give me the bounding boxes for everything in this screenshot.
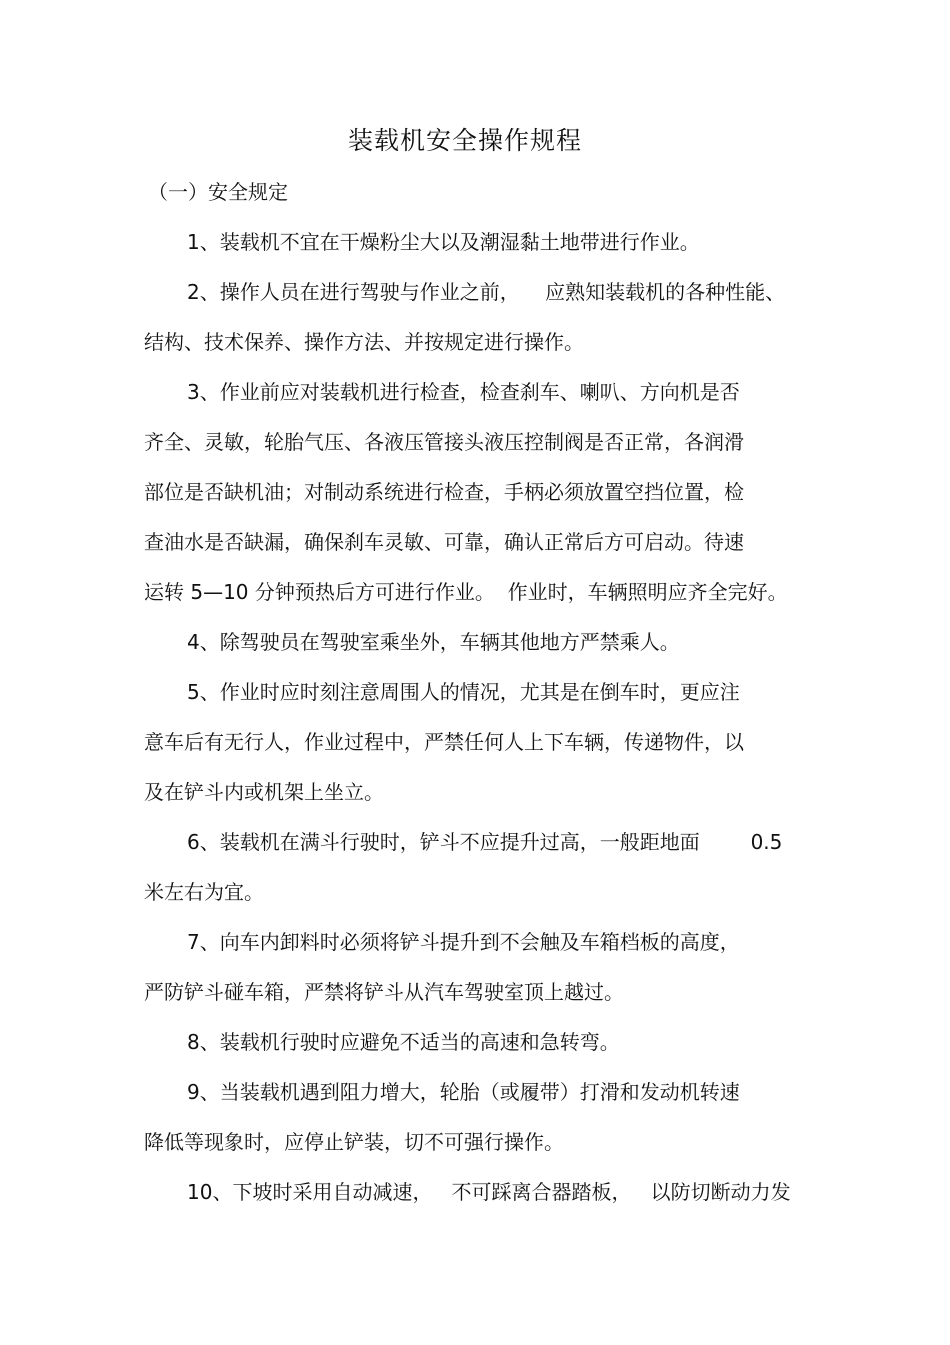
text-line: 7、向车内卸料时必须将铲斗提升到不会触及车箱档板的高度， xyxy=(187,930,740,954)
text-line: 2、操作人员在进行驾驶与作业之前， 应熟知装载机的各种性能、 xyxy=(187,280,786,304)
section-heading: （一）安全规定 xyxy=(148,180,288,204)
text-line: 降低等现象时，应停止铲装，切不可强行操作。 xyxy=(144,1130,564,1154)
text-line: 及在铲斗内或机架上坐立。 xyxy=(144,780,384,804)
text-line: 齐全、灵敏，轮胎气压、各液压管接头液压控制阀是否正常，各润滑 xyxy=(144,430,744,454)
text-line: 5、作业时应时刻注意周围人的情况，尤其是在倒车时，更应注 xyxy=(187,680,740,704)
text-line: 米左右为宜。 xyxy=(144,880,264,904)
text-line: 意车后有无行人，作业过程中，严禁任何人上下车辆，传递物件，以 xyxy=(144,730,744,754)
text-line: 严防铲斗碰车箱，严禁将铲斗从汽车驾驶室顶上越过。 xyxy=(144,980,624,1004)
text-line: 部位是否缺机油；对制动系统进行检查，手柄必须放置空挡位置，检 xyxy=(144,480,744,504)
text-line: 查油水是否缺漏，确保刹车灵敏、可靠，确认正常后方可启动。待速 xyxy=(144,530,744,554)
text-line: 8、装载机行驶时应避免不适当的高速和急转弯。 xyxy=(187,1030,620,1054)
text-line: 4、除驾驶员在驾驶室乘坐外，车辆其他地方严禁乘人。 xyxy=(187,630,680,654)
text-line: 1、装载机不宜在干燥粉尘大以及潮湿黏土地带进行作业。 xyxy=(187,230,700,254)
text-line: 运转 5—10 分钟预热后方可进行作业。 作业时，车辆照明应齐全完好。 xyxy=(144,580,788,604)
text-line: 3、作业前应对装载机进行检查，检查刹车、喇叭、方向机是否 xyxy=(187,380,740,404)
document-title: 装载机安全操作规程 xyxy=(347,126,582,155)
text-line: 10、下坡时采用自动减速， 不可踩离合器踏板， 以防切断动力发 xyxy=(187,1180,791,1204)
text-line: 结构、技术保养、操作方法、并按规定进行操作。 xyxy=(144,330,584,354)
text-line: 9、当装载机遇到阻力增大，轮胎（或履带）打滑和发动机转速 xyxy=(187,1080,740,1104)
text-line: 6、装载机在满斗行驶时，铲斗不应提升过高，一般距地面 0.5 xyxy=(187,830,783,854)
